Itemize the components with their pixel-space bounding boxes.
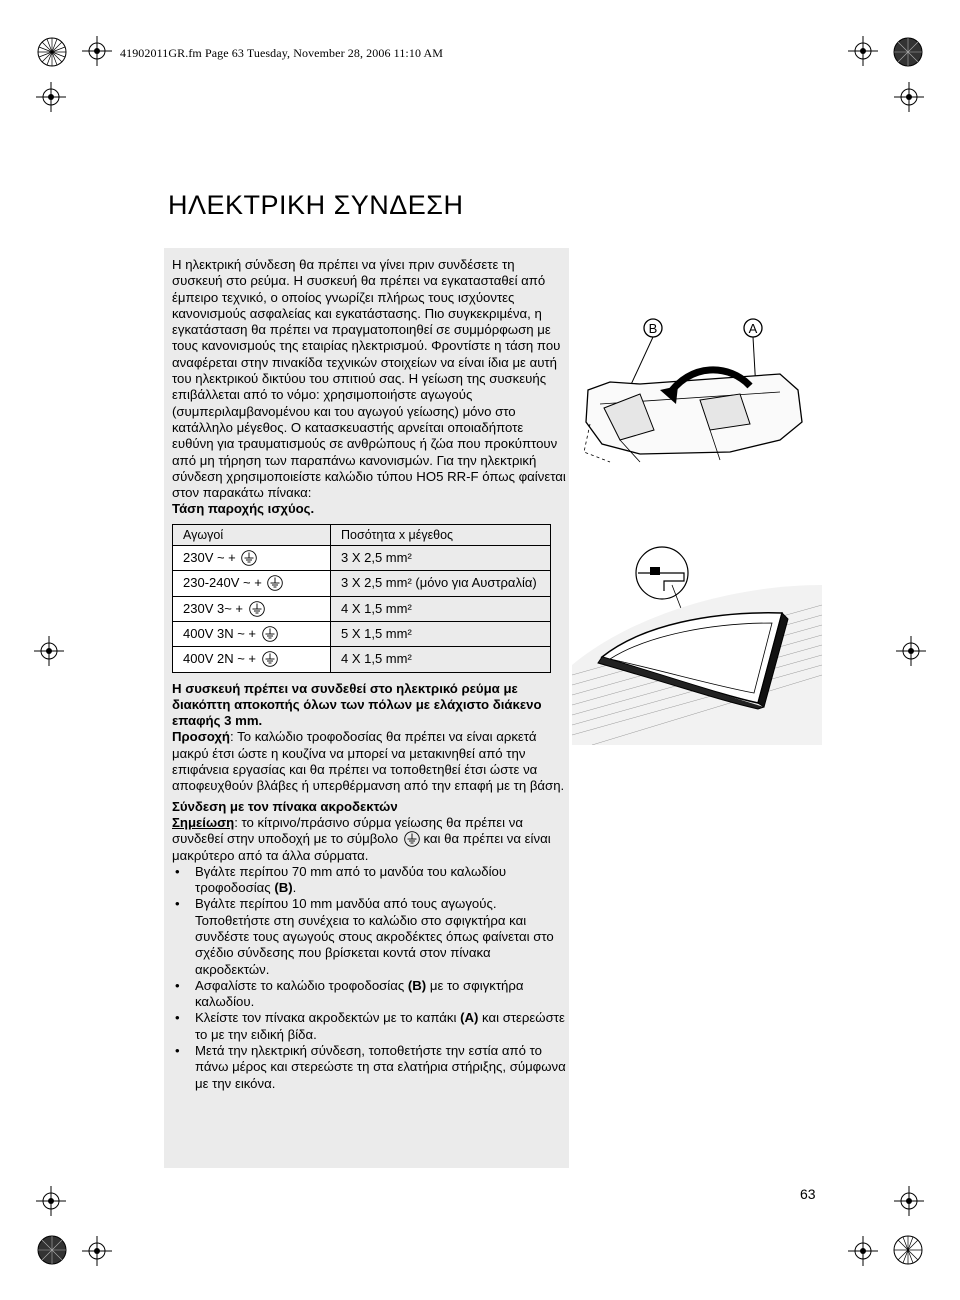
terminal-box-illustration (580, 312, 810, 472)
earth-symbol-icon (241, 550, 257, 566)
earth-symbol-icon (404, 831, 420, 847)
earth-symbol-icon (262, 651, 278, 667)
table-row (173, 571, 551, 596)
crosshair-mark-icon (894, 82, 924, 112)
table-row (173, 621, 551, 646)
crosshair-mark-icon (82, 1236, 112, 1266)
crosshair-mark-icon (896, 636, 926, 666)
steps-list (172, 864, 567, 1092)
table-header-conductors: Αγωγοί (173, 524, 331, 545)
earth-symbol-icon (249, 601, 265, 617)
table-cell-size: 4 X 1,5 mm² (331, 596, 551, 621)
registration-mark-icon (30, 1228, 74, 1272)
table-cell-conductors: 400V 2N ~ + (183, 651, 256, 667)
registration-mark-icon (30, 30, 74, 74)
crosshair-mark-icon (34, 636, 64, 666)
caution-label: Προσοχή (172, 729, 230, 745)
page-title: ΗΛΕΚΤΡΙΚΗ ΣΥΝΔΕΣΗ (168, 190, 464, 220)
list-item: • Μετά την ηλεκτρική σύνδεση, τοποθετήστε την εστία από το πάνω μέρος και στερεώστε τη στα ελατήρια στήριξης, σύμφωνα με την εικόνα. (172, 1043, 567, 1092)
table-cell-conductors: 230V ~ + (183, 550, 236, 566)
note-text-after: και θα πρέπει να είναι μακρύτερο από τα άλλα σύρματα. (172, 831, 551, 863)
page-number: 63 (800, 1186, 816, 1202)
intro-paragraph: Η ηλεκτρική σύνδεση θα πρέπει να γίνει πριν συνδέσετε τη συσκευή στο ρεύμα. Η συσκευή θα πρέπει να εγκατασταθεί από έμπειρο τεχνικό, ο οποίος γνωρίζει πλήρως τους ισχύοντες κανονισμούς ασφαλείας και εγκατάστασης. Πιο συγκεκριμένα, η εγκατάσταση θα πρέπει να πραγματοποιηθεί σε συμμόρφωση με τους κανονισμούς της εταιρίας ηλεκτρισμού. Φροντίστε η τάση που αναφέρεται στην πινακίδα τεχνικών στοιχείων να είναι ίδια με αυτή του ηλεκτρικού δικτύου του σπιτιού σας. Η γείωση της συσκευής επιβάλλεται από το νόμο: χρησιμοποιήστε αγωγούς (συμπεριλαμβανομένου και του αγωγού γείωσης) μόνο στο κατάλληλο μέγεθος. Ο κατασκευαστής αρνείται οποιαδήποτε ευθύνη για τραυματισμούς σε ανθρώπους ή ζώα που προκύπτουν από μη τήρηση των παραπάνω κανονισμών. Για την ηλεκτρική σύνδεση χρησιμοποιείστε καλώδιο τύπου HO5 RR-F όπως φαίνεται στον παρακάτω πίνακα: (172, 257, 566, 501)
registration-mark-icon (886, 1228, 930, 1272)
table-row (173, 647, 551, 672)
caution-text: : Το καλώδιο τροφοδοσίας θα πρέπει να είναι αρκετά μακρύ έτσι ώστε η κουζίνα να μπορεί να μετακινηθεί από την επιφάνεια εργασίας και θα πρέπει να τοποθετηθεί έτσι ώστε να αποφευχθούν βλάβες ή υπερθέρμανση από την επαφή με τη βάση. (172, 729, 565, 794)
list-item: • Βγάλτε περίπου 70 mm από το μανδύα του καλωδίου τροφοδοσίας (B). (172, 864, 567, 897)
table-row (173, 546, 551, 571)
list-item: • Βγάλτε περίπου 10 mm μανδύα από τους αγωγούς. Τοποθετήστε στη συνέχεια το καλώδιο στο σφιγκτήρα και συνδέστε τους αγωγούς στους ακροδέκτες όπως φαίνεται στο σχέδιο σύνδεσης που βρίσκεται κοντά στον πίνακα ακροδεκτών. (172, 896, 567, 977)
hob-installation-illustration (572, 545, 822, 745)
note-text-before: : το κίτρινο/πράσινο σύρμα γείωσης θα πρέπει να συνδεθεί στην υποδοχή με το σύμβολο (172, 814, 523, 847)
earth-symbol-icon (262, 626, 278, 642)
note-paragraph (172, 815, 567, 864)
table-cell-size: 3 X 2,5 mm² (331, 546, 551, 571)
file-header: 41902011GR.fm Page 63 Tuesday, November 28, 2006 11:10 AM (120, 46, 444, 60)
crosshair-mark-icon (894, 1186, 924, 1216)
table-cell-size: 5 X 1,5 mm² (331, 621, 551, 646)
crosshair-mark-icon (848, 36, 878, 66)
supply-heading: Τάση παροχής ισχύος. (172, 501, 315, 517)
table-cell-conductors: 230-240V ~ + (183, 575, 262, 591)
earth-symbol-icon (267, 575, 283, 591)
crosshair-mark-icon (82, 36, 112, 66)
switch-note: Η συσκευή πρέπει να συνδεθεί στο ηλεκτρικό ρεύμα με διακόπτη αποκοπής όλων των πόλων με ελάχιστο διάκενο επαφής 3 mm. (172, 680, 542, 729)
registration-mark-icon (886, 30, 930, 74)
wiring-table (172, 524, 551, 673)
table-cell-conductors: 230V 3~ + (183, 600, 243, 616)
table-header-size: Ποσότητα x μέγεθος (331, 524, 551, 545)
figure-label-b: B (648, 321, 658, 336)
list-item: • Κλείστε τον πίνακα ακροδεκτών με το καπάκι (A) και στερεώστε το με την ειδική βίδα. (172, 1010, 567, 1043)
terminal-heading: Σύνδεση με τον πίνακα ακροδεκτών (172, 798, 398, 814)
table-cell-size: 3 X 2,5 mm² (μόνο για Αυστραλία) (331, 571, 551, 596)
table-cell-size: 4 X 1,5 mm² (331, 647, 551, 672)
table-row (173, 596, 551, 621)
main-content (172, 257, 567, 1092)
crosshair-mark-icon (36, 82, 66, 112)
figure-label-a: A (748, 321, 758, 336)
list-item: • Ασφαλίστε το καλώδιο τροφοδοσίας (B) με το σφιγκτήρα καλωδίου. (172, 978, 567, 1011)
caution-paragraph (172, 729, 567, 794)
crosshair-mark-icon (36, 1186, 66, 1216)
crosshair-mark-icon (848, 1236, 878, 1266)
table-cell-conductors: 400V 3N ~ + (183, 625, 256, 641)
note-label: Σημείωση (172, 814, 235, 830)
